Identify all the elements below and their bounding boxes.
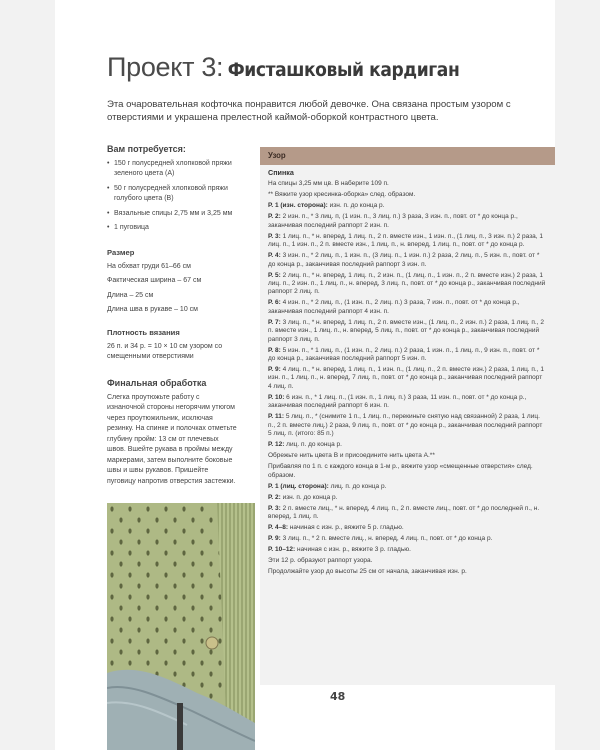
pattern-row-label: Р. 9: xyxy=(268,534,281,542)
density-text: 26 п. и 34 р. = 10 × 10 см узором со смещенными отверстиями xyxy=(107,342,223,360)
pattern-row xyxy=(268,524,547,532)
title-name: Фисташковый кардиган xyxy=(227,59,460,81)
pattern-row-text: 3 изн. п., * 2 лиц. п., 1 изн. п., (3 лиц. п., 1 изн. п.) 2 раза, 2 лиц. п., 5 изн. п., повт. от * до конца р., заканчивая последний раппорт 3 изн. п. xyxy=(268,252,540,268)
title-prefix: Проект 3: xyxy=(107,52,224,82)
pattern-row xyxy=(268,394,547,411)
finishing-text: Слегка проутюжьте работу с изнаночной стороны негорячим утюгом через проутюжильник, исключая резинку. На спинке и полочках отметьте глубину пройм: 13 см от плечевых швов. Вшейте рукава в проймы между маркерами, затем выполните боковые швы и швы рукавов. Пришейте пуговицу напротив отверстия застежки. xyxy=(107,393,237,485)
pattern-row-label: Р. 11: xyxy=(268,413,285,421)
pattern-row xyxy=(268,299,547,316)
pattern-row xyxy=(268,366,547,391)
finishing-block xyxy=(107,378,237,491)
size-line: Длина шва в рукаве – 10 см xyxy=(107,306,198,313)
size-line: На обхват груди 61–66 см xyxy=(107,262,191,270)
pattern-row xyxy=(268,505,547,522)
pattern-row xyxy=(268,463,547,480)
materials-item: • 1 пуговица xyxy=(107,223,237,234)
size-heading: Размер xyxy=(107,248,135,257)
pattern-row xyxy=(268,568,547,576)
pattern-row xyxy=(268,319,547,344)
density-block xyxy=(107,328,237,367)
page-title xyxy=(107,52,459,83)
pattern-row-text: ** Вяжите узор кресинка-оборка» след. образом. xyxy=(268,191,416,199)
pattern-rows xyxy=(268,180,547,576)
pattern-row-label: Р. 2: xyxy=(268,213,281,221)
pattern-row-text: Продолжайте узор до высоты 25 см от начала, заканчивая изн. р. xyxy=(268,567,467,575)
materials-heading: Вам потребуется: xyxy=(107,144,186,154)
cardigan-photo xyxy=(107,503,255,750)
pattern-row-text: Обрежьте нить цвета B и присоедините нить цвета A.** xyxy=(268,452,435,460)
pattern-row-label: Р. 3: xyxy=(268,504,281,512)
pattern-row-text: лиц. п. до конца р. xyxy=(328,482,387,490)
pattern-row-text: лиц. п. до конца р. xyxy=(284,441,342,449)
pattern-body xyxy=(260,165,555,576)
materials-block xyxy=(107,144,237,238)
materials-item: • 150 г полусредней хлопковой пряжи зеленого цвета (A) xyxy=(107,159,237,180)
pattern-row xyxy=(268,452,547,460)
pattern-row xyxy=(268,191,547,199)
pattern-row-text: 4 изн. п., * 2 лиц. п., (1 изн. п., 2 лиц. п.) 3 раза, 7 изн. п., повт. от * до конца р., заканчивая последний раппорт 4 изн. п. xyxy=(268,299,520,315)
pattern-row-text: 5 изн. п., * 1 лиц. п., (1 изн. п., 2 лиц. п.) 2 раза, 1 изн. п., 1 лиц. п., 9 изн. п., повт. от * до конца р., заканчивая последний раппорт 5 изн. п. xyxy=(268,346,540,363)
pattern-row xyxy=(268,180,547,188)
size-block xyxy=(107,248,237,320)
page-number: 48 xyxy=(330,690,346,703)
pattern-row-text: Прибавляя по 1 п. с каждого конца в 1-м р., вяжите узор «смещенные отверстия» след. образом. xyxy=(268,463,533,479)
section-heading-back: Спинка xyxy=(268,168,294,177)
pattern-row-text: 6 изн. п., * 1 лиц. п., (1 изн. п., 1 лиц. п.) 3 раза, 11 изн. п., повт. от * до конца р., заканчивая последний раппорт 6 изн. п. xyxy=(268,393,527,410)
pattern-row xyxy=(268,494,547,502)
materials-item: • 50 г полусредней хлопковой пряжи голубого цвета (B) xyxy=(107,184,237,205)
pattern-row xyxy=(268,413,547,438)
pattern-row-label: Р. 3: xyxy=(268,232,281,240)
pattern-row xyxy=(268,202,547,210)
intro-paragraph: Эта очаровательная кофточка понравится любой девочке. Она связана простым узором с отверстиями и украшена прелестной каймой-оборкой контрастного цвета. xyxy=(107,99,511,123)
pattern-row-text: 2 лиц. п., * н. вперед, 1 лиц. п., 2 изн. п., (1 лиц. п., 1 изн. п., 2 п. вместе изн.) 2 раза, 1 лиц. п., 2 изн. п., 1 лиц. п., н. вперед, 3 лиц. п., повт. от * до конца р., заканчивая последний раппорт 2 лиц. п. xyxy=(268,271,546,296)
pattern-tab-header: Узор xyxy=(260,147,555,165)
pattern-row-text: начиная с изн. р., вяжите 5 р. гладью. xyxy=(287,523,404,531)
pattern-row-text: изн. п. до конца р. xyxy=(327,202,385,210)
pattern-row xyxy=(268,546,547,554)
pattern-row xyxy=(268,347,547,364)
pattern-row-label: Р. 10–12: xyxy=(268,545,296,553)
pattern-row-text: начиная с изн. р., вяжите 3 р. гладью. xyxy=(295,545,411,553)
pattern-row-text: Эти 12 р. образуют раппорт узора. xyxy=(268,556,373,564)
pattern-row-label: Р. 2: xyxy=(268,493,281,501)
pattern-row-text: 3 лиц. п., * 2 п. вместе лиц., н. вперед, 4 лиц. п., повт. от * до конца р. xyxy=(280,534,493,542)
density-heading: Плотность вязания xyxy=(107,328,180,337)
pattern-row-label: Р. 7: xyxy=(268,318,281,326)
pattern-row-text: 1 лиц. п., * н. вперед, 1 лиц. п., 2 п. вместе изн., 1 изн. п., (1 лиц. п., 3 изн. п.) 2 раза, 1 лиц. п., 1 изн. п., 2 п. вместе изн., 1 лиц. п., н. вперед, 1 лиц. п., повт. от * до конца р. xyxy=(268,232,544,249)
pattern-row-label: Р. 10: xyxy=(268,393,285,401)
pattern-row-text: 3 лиц. п., * н. вперед, 1 лиц. п., 2 п. вместе изн., (1 лиц. п., 2 изн. п.) 2 раза, 1 лиц. п., 2 п. вместе изн., 1 лиц. п., н. вперед, 5 лиц. п., повт. от * до конца р., заканчивая последний раппорт 3 лиц. п. xyxy=(268,318,544,343)
pattern-row-label: Р. 9: xyxy=(268,366,281,374)
pattern-row-text: 5 лиц. п., * (снимите 1 п., 1 лиц. п., перекиньте снятую над связанной) 2 раза, 1 лиц. п., 2 п. вместе лиц.) 2 раза, 9 лиц. п., повт. от * до конца р., заканчивая последний раппорт 5 лиц. п. (итого: 85 п.) xyxy=(268,413,543,438)
pattern-row-label: Р. 5: xyxy=(268,271,281,279)
finishing-heading: Финальная обработка xyxy=(107,378,207,388)
knit-texture-illustration xyxy=(107,503,255,750)
book-page xyxy=(55,0,555,750)
pattern-row-text: 2 п. вместе лиц., * н. вперед, 4 лиц. п., 2 п. вместе лиц., повт. от * до последней п., н. вперед, 1 лиц. п. xyxy=(268,504,540,520)
pattern-row-label: Р. 8: xyxy=(268,346,281,354)
pattern-row-label: Р. 4: xyxy=(268,252,281,260)
pattern-row xyxy=(268,252,547,269)
pattern-row-text: изн. п. до конца р. xyxy=(280,493,338,501)
size-line: Длина – 25 см xyxy=(107,291,154,299)
pattern-row xyxy=(268,441,547,449)
pattern-panel xyxy=(260,147,555,685)
materials-item: • Вязальные спицы 2,75 мм и 3,25 мм xyxy=(107,209,237,220)
pattern-row-text: 2 изн. п., * 3 лиц. п, (1 изн. п., 3 лиц. п.) 3 раза, 3 изн. п., повт. от * до конца р., заканчивая последний раппорт 2 изн. п. xyxy=(268,213,518,229)
pattern-row xyxy=(268,213,547,230)
pattern-row-label: Р. 4–8: xyxy=(268,523,288,531)
pattern-row xyxy=(268,483,547,491)
pattern-row-label: Р. 12: xyxy=(268,441,285,449)
pattern-row-text: На спицы 3,25 мм цв. B наберите 109 п. xyxy=(268,180,389,188)
pattern-row xyxy=(268,535,547,543)
pattern-row-text: 4 лиц. п., * н. вперед, 1 лиц. п., 1 изн. п., (1 лиц. п., 2 п. вместе изн.) 2 раза, 1 лиц. п., 1 изн. п., 1 лиц. п., н. вперед, 7 лиц. п., повт. от * до конца р., заканчивая последний раппорт 4 лиц. п. xyxy=(268,366,544,390)
pattern-row xyxy=(268,233,547,250)
pattern-row-label: Р. 1 (лиц. сторона): xyxy=(268,482,329,490)
pattern-row xyxy=(268,557,547,565)
pattern-row-label: Р. 6: xyxy=(268,299,281,307)
pattern-row xyxy=(268,272,547,297)
size-line: Фактическая ширина – 67 см xyxy=(107,277,202,284)
pattern-row-label: Р. 1 (изн. сторона): xyxy=(268,202,328,210)
